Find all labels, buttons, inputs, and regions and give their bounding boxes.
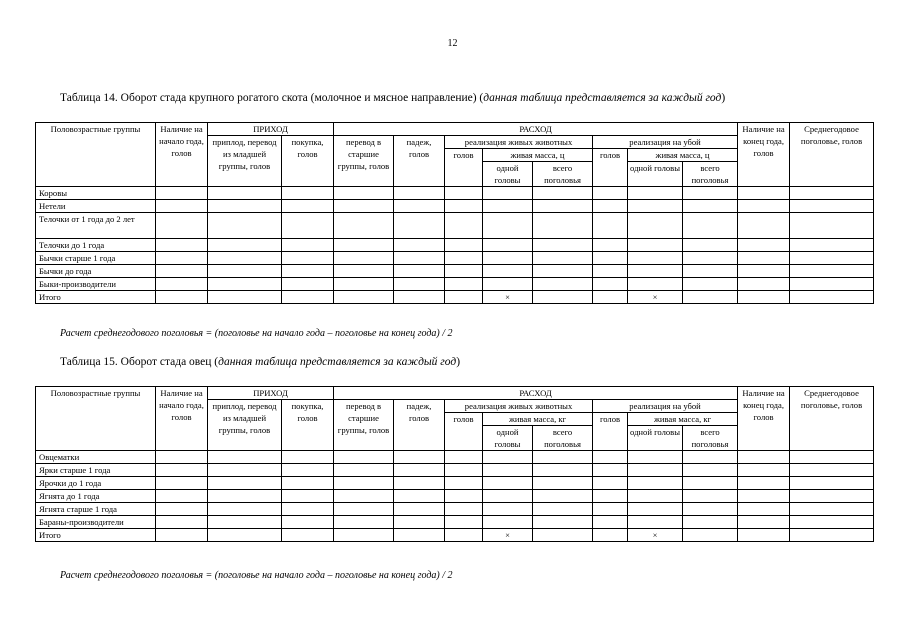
table-cell bbox=[738, 516, 790, 529]
table-row bbox=[36, 187, 874, 200]
table-cell bbox=[282, 477, 334, 490]
table-cell bbox=[790, 503, 874, 516]
table-cell bbox=[683, 529, 738, 542]
header-live-total: всего поголовья bbox=[533, 426, 593, 451]
table-cell bbox=[483, 187, 533, 200]
table-cell bbox=[156, 451, 208, 464]
table-cell bbox=[533, 252, 593, 265]
table-cell bbox=[483, 477, 533, 490]
table-cell bbox=[334, 477, 394, 490]
table-cell bbox=[282, 187, 334, 200]
row-label: Ярочки до 1 года bbox=[36, 477, 156, 490]
table-cell bbox=[445, 239, 483, 252]
table-cell bbox=[533, 464, 593, 477]
table-cell bbox=[483, 239, 533, 252]
table-cell bbox=[394, 187, 445, 200]
header-purchase: покупка, голов bbox=[282, 400, 334, 451]
table-cell bbox=[156, 529, 208, 542]
table-cell bbox=[790, 451, 874, 464]
table15-caption: Таблица 15. Оборот стада овец (данная таблица представляется за каждый год) bbox=[60, 356, 461, 368]
table-cell bbox=[593, 291, 628, 304]
header-live-total: всего поголовья bbox=[533, 162, 593, 187]
table-cell bbox=[683, 451, 738, 464]
not-applicable-mark: × bbox=[628, 529, 683, 542]
table-cell bbox=[683, 477, 738, 490]
not-applicable-mark: × bbox=[628, 291, 683, 304]
header-expense: РАСХОД bbox=[334, 387, 738, 400]
table-cell bbox=[683, 187, 738, 200]
header-average: Среднегодовое поголовье, голов bbox=[790, 123, 874, 187]
table-cell bbox=[593, 239, 628, 252]
table-cell bbox=[208, 516, 282, 529]
table-cell bbox=[483, 464, 533, 477]
table-cell bbox=[445, 200, 483, 213]
header-slaughter-one: одной головы bbox=[628, 162, 683, 187]
table-cell bbox=[483, 252, 533, 265]
header-sale-slaughter: реализация на убой bbox=[593, 400, 738, 413]
table-cell bbox=[334, 265, 394, 278]
table-cell bbox=[790, 213, 874, 239]
table-cell bbox=[790, 529, 874, 542]
header-live-one: одной головы bbox=[483, 426, 533, 451]
table-cell bbox=[683, 239, 738, 252]
table-cell bbox=[738, 477, 790, 490]
table-cell bbox=[790, 239, 874, 252]
header-live-mass: живая масса, ц bbox=[483, 149, 593, 162]
table-cell bbox=[394, 490, 445, 503]
table-cell bbox=[628, 451, 683, 464]
header-slaughter-one: одной головы bbox=[628, 426, 683, 451]
table-cell bbox=[483, 516, 533, 529]
table-cell bbox=[593, 213, 628, 239]
table-row bbox=[36, 265, 874, 278]
table-cell bbox=[533, 516, 593, 529]
table-cell bbox=[738, 252, 790, 265]
table-row bbox=[36, 239, 874, 252]
header-end: Наличие на конец года, голов bbox=[738, 123, 790, 187]
header-sale-live: реализация живых животных bbox=[445, 136, 593, 149]
table-cell bbox=[394, 464, 445, 477]
table-cell bbox=[445, 278, 483, 291]
table-row bbox=[36, 503, 874, 516]
header-groups: Половозрастные группы bbox=[36, 123, 156, 187]
table-cell bbox=[533, 265, 593, 278]
table-cell bbox=[445, 291, 483, 304]
table-cell bbox=[683, 265, 738, 278]
table-cell bbox=[533, 291, 593, 304]
header-groups: Половозрастные группы bbox=[36, 387, 156, 451]
table-cell bbox=[628, 477, 683, 490]
row-label: Быки-производители bbox=[36, 278, 156, 291]
table-cell bbox=[738, 187, 790, 200]
table-cell bbox=[533, 187, 593, 200]
table-cell bbox=[282, 291, 334, 304]
table-cell bbox=[445, 213, 483, 239]
table-cell bbox=[738, 265, 790, 278]
row-label: Бараны-производители bbox=[36, 516, 156, 529]
row-label: Ягнята до 1 года bbox=[36, 490, 156, 503]
header-live-heads: голов bbox=[445, 413, 483, 451]
table-cell bbox=[156, 464, 208, 477]
table-cell bbox=[334, 213, 394, 239]
table-cell bbox=[282, 516, 334, 529]
table-cell bbox=[156, 477, 208, 490]
table-row bbox=[36, 213, 874, 239]
table-row bbox=[36, 490, 874, 503]
row-label: Бычки старше 1 года bbox=[36, 252, 156, 265]
table-cell bbox=[334, 516, 394, 529]
table-cell bbox=[628, 265, 683, 278]
table-cell bbox=[445, 529, 483, 542]
table-row bbox=[36, 278, 874, 291]
table-cell bbox=[156, 278, 208, 291]
table-row bbox=[36, 252, 874, 265]
header-live-mass: живая масса, кг bbox=[483, 413, 593, 426]
table-cell bbox=[156, 503, 208, 516]
header-live-one: одной головы bbox=[483, 162, 533, 187]
table-cell bbox=[533, 200, 593, 213]
table-cell bbox=[533, 213, 593, 239]
table-cell bbox=[790, 477, 874, 490]
table-cell bbox=[394, 265, 445, 278]
table-cell bbox=[445, 187, 483, 200]
table-cell bbox=[334, 239, 394, 252]
table-cell bbox=[334, 252, 394, 265]
table-cell bbox=[790, 265, 874, 278]
table-row bbox=[36, 477, 874, 490]
table-cell bbox=[282, 490, 334, 503]
header-income: ПРИХОД bbox=[208, 123, 334, 136]
table-cell bbox=[483, 265, 533, 278]
table-row bbox=[36, 464, 874, 477]
table-cell bbox=[683, 291, 738, 304]
table-cell bbox=[790, 490, 874, 503]
table-cell bbox=[445, 265, 483, 278]
header-slaughter-mass: живая масса, кг bbox=[628, 413, 738, 426]
table-cell bbox=[628, 187, 683, 200]
row-label: Итого bbox=[36, 291, 156, 304]
table-cell bbox=[738, 529, 790, 542]
table-cell bbox=[533, 529, 593, 542]
table15-note: Расчет среднегодового поголовья = (поголовье на начало года – поголовье на конец года) / 2 bbox=[60, 570, 453, 581]
table-cell bbox=[445, 464, 483, 477]
table-cell bbox=[593, 516, 628, 529]
row-label: Нетели bbox=[36, 200, 156, 213]
header-slaughter-mass: живая масса, ц bbox=[628, 149, 738, 162]
header-live-heads: голов bbox=[445, 149, 483, 187]
table-cell bbox=[334, 200, 394, 213]
not-applicable-mark: × bbox=[483, 529, 533, 542]
table-cell bbox=[282, 213, 334, 239]
table-cell bbox=[593, 464, 628, 477]
table-cell bbox=[790, 278, 874, 291]
table-cell bbox=[483, 451, 533, 464]
table-cell bbox=[738, 291, 790, 304]
table-cell bbox=[394, 529, 445, 542]
table-cell bbox=[282, 464, 334, 477]
header-offspring: приплод, перевод из младшей группы, голов bbox=[208, 400, 282, 451]
table-cell bbox=[156, 516, 208, 529]
table14-caption: Таблица 14. Оборот стада крупного рогатого скота (молочное и мясное направление) (данная таблица представляется за каждый год) bbox=[60, 92, 726, 104]
table-cell bbox=[483, 200, 533, 213]
table-row bbox=[36, 516, 874, 529]
table-cell bbox=[445, 503, 483, 516]
table-cell bbox=[790, 516, 874, 529]
table-cell bbox=[394, 252, 445, 265]
table-cell bbox=[628, 490, 683, 503]
table-cell bbox=[282, 278, 334, 291]
table-cell bbox=[282, 252, 334, 265]
table-cell bbox=[628, 464, 683, 477]
table-cell bbox=[156, 187, 208, 200]
table-cell bbox=[156, 265, 208, 278]
table-cell bbox=[738, 464, 790, 477]
table-cell bbox=[394, 291, 445, 304]
header-sale-slaughter: реализация на убой bbox=[593, 136, 738, 149]
table-cell bbox=[156, 239, 208, 252]
table-cell bbox=[156, 490, 208, 503]
table-cell bbox=[738, 490, 790, 503]
table-cell bbox=[533, 503, 593, 516]
table-cell bbox=[208, 278, 282, 291]
table-cell bbox=[334, 187, 394, 200]
table-cell bbox=[445, 477, 483, 490]
table-cell bbox=[483, 490, 533, 503]
row-label: Овцематки bbox=[36, 451, 156, 464]
table-cell bbox=[282, 239, 334, 252]
table-cell bbox=[282, 265, 334, 278]
table-cell bbox=[593, 503, 628, 516]
row-label: Телочки от 1 года до 2 лет bbox=[36, 213, 156, 239]
table-cell bbox=[593, 187, 628, 200]
table-cell bbox=[208, 200, 282, 213]
table-cell bbox=[628, 503, 683, 516]
table-cell bbox=[334, 278, 394, 291]
cattle-turnover-table bbox=[35, 122, 874, 304]
table-cell bbox=[533, 239, 593, 252]
table-cell bbox=[790, 291, 874, 304]
table-cell bbox=[683, 278, 738, 291]
table-cell bbox=[790, 252, 874, 265]
table-cell bbox=[282, 451, 334, 464]
table-cell bbox=[334, 490, 394, 503]
table-cell bbox=[790, 464, 874, 477]
page-number: 12 bbox=[447, 38, 458, 49]
header-income: ПРИХОД bbox=[208, 387, 334, 400]
table-cell bbox=[208, 265, 282, 278]
header-slaughter-total: всего поголовья bbox=[683, 162, 738, 187]
table-cell bbox=[593, 477, 628, 490]
table-cell bbox=[394, 278, 445, 291]
table14-note: Расчет среднегодового поголовья = (поголовье на начало года – поголовье на конец года) / 2 bbox=[60, 328, 453, 339]
header-death: падеж, голов bbox=[394, 136, 445, 187]
table-cell bbox=[334, 503, 394, 516]
table-cell bbox=[156, 213, 208, 239]
table-cell bbox=[156, 200, 208, 213]
table-cell bbox=[208, 252, 282, 265]
table-cell bbox=[628, 516, 683, 529]
table-cell bbox=[394, 200, 445, 213]
table-cell bbox=[282, 529, 334, 542]
row-label: Бычки до года bbox=[36, 265, 156, 278]
table-cell bbox=[208, 490, 282, 503]
table-cell bbox=[738, 213, 790, 239]
row-label: Коровы bbox=[36, 187, 156, 200]
table-cell bbox=[445, 252, 483, 265]
table-cell bbox=[593, 490, 628, 503]
table-cell bbox=[282, 503, 334, 516]
table-cell bbox=[208, 477, 282, 490]
table-cell bbox=[208, 464, 282, 477]
table-cell bbox=[738, 503, 790, 516]
header-sale-live: реализация живых животных bbox=[445, 400, 593, 413]
table-cell bbox=[790, 187, 874, 200]
header-offspring: приплод, перевод из младшей группы, голов bbox=[208, 136, 282, 187]
header-death: падеж, голов bbox=[394, 400, 445, 451]
table-cell bbox=[334, 291, 394, 304]
table-cell bbox=[533, 278, 593, 291]
table-cell bbox=[683, 213, 738, 239]
table-cell bbox=[394, 516, 445, 529]
header-transfer: перевод в старшие группы, голов bbox=[334, 136, 394, 187]
table-cell bbox=[445, 490, 483, 503]
table-cell bbox=[628, 213, 683, 239]
table-cell bbox=[483, 503, 533, 516]
row-label: Телочки до 1 года bbox=[36, 239, 156, 252]
table-cell bbox=[208, 187, 282, 200]
table-cell bbox=[790, 200, 874, 213]
table-row bbox=[36, 451, 874, 464]
table-cell bbox=[593, 451, 628, 464]
table-cell bbox=[208, 291, 282, 304]
table-cell bbox=[208, 213, 282, 239]
header-start: Наличие на начало года, голов bbox=[156, 387, 208, 451]
table-cell bbox=[683, 252, 738, 265]
table-cell bbox=[593, 529, 628, 542]
table-cell bbox=[683, 464, 738, 477]
row-label: Ягнята старше 1 года bbox=[36, 503, 156, 516]
table-cell bbox=[683, 200, 738, 213]
sheep-turnover-table bbox=[35, 386, 874, 542]
table-cell bbox=[208, 529, 282, 542]
table-cell bbox=[683, 516, 738, 529]
table-cell bbox=[533, 451, 593, 464]
table-cell bbox=[334, 451, 394, 464]
table-cell bbox=[208, 239, 282, 252]
table-cell bbox=[683, 503, 738, 516]
total-row bbox=[36, 291, 874, 304]
header-end: Наличие на конец года, голов bbox=[738, 387, 790, 451]
table-cell bbox=[533, 477, 593, 490]
table-cell bbox=[628, 278, 683, 291]
table-cell bbox=[208, 451, 282, 464]
table-cell bbox=[533, 490, 593, 503]
table-cell bbox=[628, 200, 683, 213]
table-cell bbox=[208, 503, 282, 516]
table-cell bbox=[738, 239, 790, 252]
table-cell bbox=[628, 239, 683, 252]
table-cell bbox=[394, 451, 445, 464]
table-cell bbox=[394, 213, 445, 239]
table-cell bbox=[156, 291, 208, 304]
table-cell bbox=[738, 200, 790, 213]
table-cell bbox=[394, 239, 445, 252]
header-slaughter-heads: голов bbox=[593, 149, 628, 187]
header-purchase: покупка, голов bbox=[282, 136, 334, 187]
table-cell bbox=[593, 265, 628, 278]
table-cell bbox=[334, 464, 394, 477]
table-cell bbox=[156, 252, 208, 265]
table-cell bbox=[282, 200, 334, 213]
total-row bbox=[36, 529, 874, 542]
header-slaughter-total: всего поголовья bbox=[683, 426, 738, 451]
table-cell bbox=[445, 516, 483, 529]
header-start: Наличие на начало года, голов bbox=[156, 123, 208, 187]
header-average: Среднегодовое поголовье, голов bbox=[790, 387, 874, 451]
not-applicable-mark: × bbox=[483, 291, 533, 304]
table-cell bbox=[683, 490, 738, 503]
table-cell bbox=[394, 477, 445, 490]
table-cell bbox=[483, 278, 533, 291]
table-cell bbox=[628, 252, 683, 265]
table-row bbox=[36, 200, 874, 213]
table-cell bbox=[445, 451, 483, 464]
table-cell bbox=[394, 503, 445, 516]
table-cell bbox=[738, 278, 790, 291]
table-cell bbox=[738, 451, 790, 464]
header-transfer: перевод в старшие группы, голов bbox=[334, 400, 394, 451]
table-cell bbox=[593, 200, 628, 213]
table-cell bbox=[483, 213, 533, 239]
header-expense: РАСХОД bbox=[334, 123, 738, 136]
table-cell bbox=[593, 252, 628, 265]
row-label: Ярки старше 1 года bbox=[36, 464, 156, 477]
header-slaughter-heads: голов bbox=[593, 413, 628, 451]
row-label: Итого bbox=[36, 529, 156, 542]
table-cell bbox=[334, 529, 394, 542]
table-cell bbox=[593, 278, 628, 291]
